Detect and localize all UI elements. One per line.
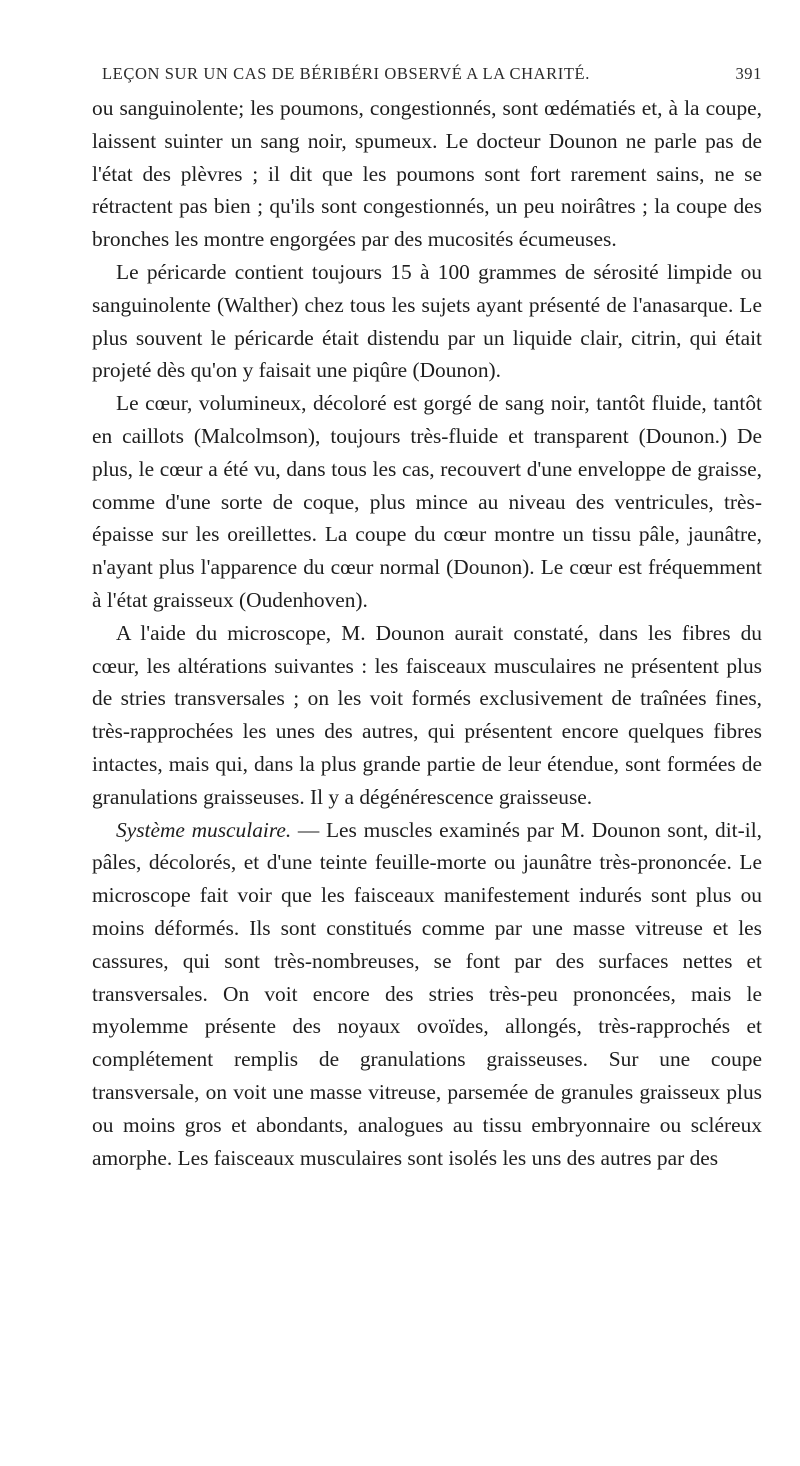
paragraph-microscope <box>92 617 762 814</box>
paragraph-lungs <box>92 92 762 256</box>
paragraph-text: ou sanguinolente; les poumons, congestionnés, sont œdématiés et, à la coupe, laissent suinter un sang noir, spumeux. Le docteur Dounon ne parle pas de l'état des plèvres ; il dit que les poumons sont fort rarement sains, ne se rétractent pas bien ; qu'ils sont congestionnés, un peu noirâtres ; la coupe des bronches les montre engorgées par des mucosités écumeuses. <box>92 96 762 252</box>
book-page <box>92 58 762 1174</box>
paragraph-text: Le cœur, volumineux, décoloré est gorgé de sang noir, tantôt fluide, tantôt en caillots (Malcolmson), toujours très-fluide et transparent (Dounon.) De plus, le cœur a été vu, dans tous les cas, recouvert d'une enveloppe de graisse, comme d'une sorte de coque, plus mince au niveau des ventricules, très-épaisse sur les oreillettes. La coupe du cœur montre un tissu pâle, jaunâtre, n'ayant plus l'apparence du cœur normal (Dounon). Le cœur est fréquemment à l'état graisseux (Oudenhoven). <box>92 391 762 612</box>
section-heading: Système musculaire. <box>116 817 292 842</box>
page-number: 391 <box>735 64 762 83</box>
paragraph-heart <box>92 387 762 617</box>
paragraph-muscular-system <box>92 814 762 1175</box>
body-text <box>92 92 762 1174</box>
running-head <box>92 58 762 92</box>
paragraph-text: — Les muscles examinés par M. Dounon sont, dit-il, pâles, décolorés, et d'une teinte feuille-morte ou jaunâtre très-prononcée. Le microscope fait voir que les faisceaux manifestement indurés sont plus ou moins déformés. Ils sont constitués comme par une masse vitreuse et les cassures, qui sont très-nombreuses, se font par des surfaces nettes et transversales. On voit encore des stries très-peu prononcées, mais le myolemme présente des noyaux ovoïdes, allongés, très-rapprochés et complétement remplis de granulations graisseuses. Sur une coupe transversale, on voit une masse vitreuse, parsemée de granules graisseux plus ou moins gros et abondants, analogues au tissu embryonnaire ou scléreux amorphe. Les faisceaux musculaires sont isolés les uns des autres par des <box>92 817 762 1170</box>
paragraph-text: A l'aide du microscope, M. Dounon aurait constaté, dans les fibres du cœur, les altérations suivantes : les faisceaux musculaires ne présentent plus de stries transversales ; on les voit formés exclusivement de traînées fines, très-rapprochées les unes des autres, qui présentent encore quelques fibres intactes, mais qui, dans la plus grande partie de leur étendue, sont formées de granulations graisseuses. Il y a dégénérescence graisseuse. <box>92 620 762 809</box>
running-head-title: LEÇON SUR UN CAS DE BÉRIBÉRI OBSERVÉ A LA CHARITÉ. <box>102 64 590 83</box>
paragraph-pericardium <box>92 256 762 387</box>
paragraph-text: Le péricarde contient toujours 15 à 100 grammes de sérosité limpide ou sanguinolente (Walther) chez tous les sujets ayant présenté de l'anasarque. Le plus souvent le péricarde était distendu par un liquide clair, citrin, qui était projeté dès qu'on y faisait une piqûre (Dounon). <box>92 259 762 383</box>
